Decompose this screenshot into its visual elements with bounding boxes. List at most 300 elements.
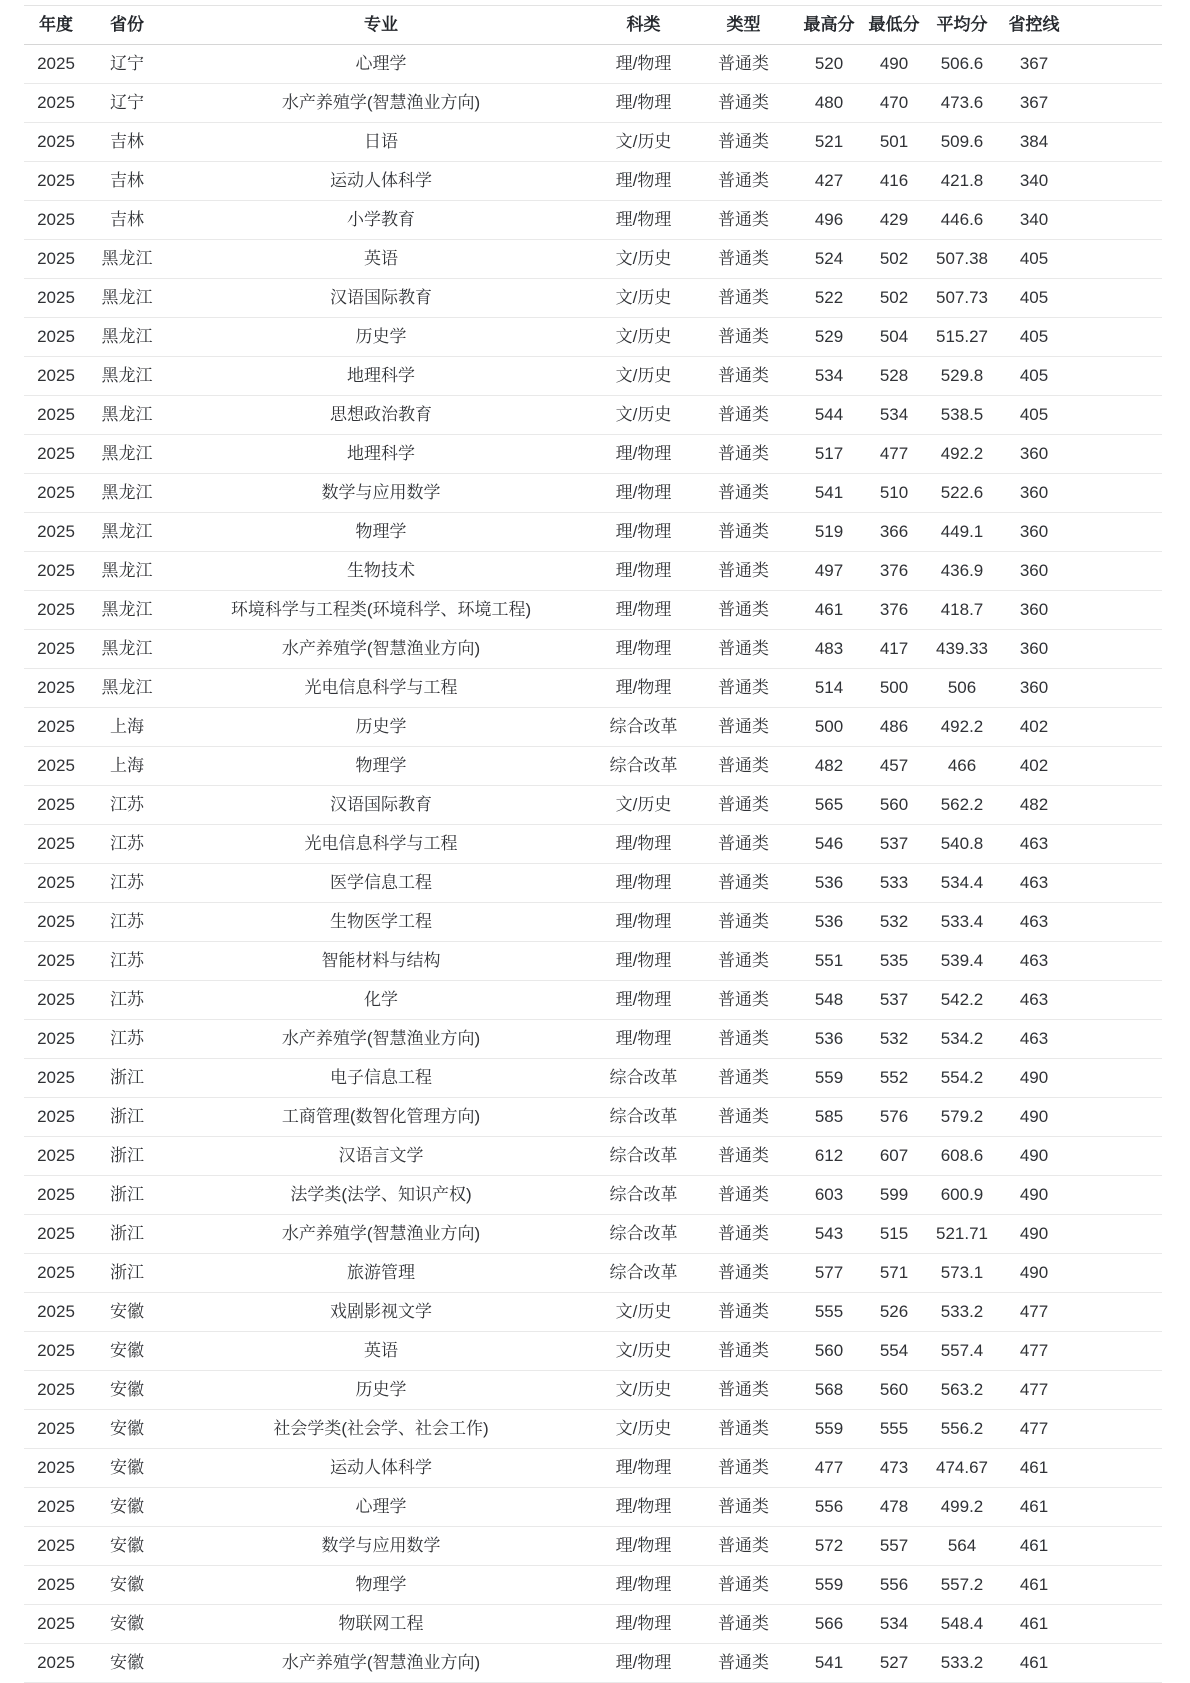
- cell-type: 普通类: [691, 591, 796, 630]
- cell-max-score: 521: [796, 123, 862, 162]
- cell-min-score: 470: [862, 84, 926, 123]
- cell-major: 水产养殖学(智慧渔业方向): [166, 84, 596, 123]
- cell-max-score: 555: [796, 1293, 862, 1332]
- cell-province-cutoff: 405: [998, 396, 1070, 435]
- cell-subject-category: 理/物理: [596, 84, 691, 123]
- admission-score-table: [24, 5, 1162, 1683]
- cell-avg-score: 534.4: [926, 864, 998, 903]
- cell-type: 普通类: [691, 708, 796, 747]
- cell-province-cutoff: 461: [998, 1488, 1070, 1527]
- cell-province-cutoff: 490: [998, 1059, 1070, 1098]
- cell-subject-category: 理/物理: [596, 435, 691, 474]
- cell-min-score: 515: [862, 1215, 926, 1254]
- cell-type: 普通类: [691, 1566, 796, 1605]
- cell-avg-score: 529.8: [926, 357, 998, 396]
- cell-year: 2025: [24, 669, 88, 708]
- cell-year: 2025: [24, 357, 88, 396]
- table-row: [24, 279, 1162, 318]
- cell-max-score: 585: [796, 1098, 862, 1137]
- cell-min-score: 510: [862, 474, 926, 513]
- cell-subject-category: 理/物理: [596, 1644, 691, 1683]
- cell-spacer: [1070, 1098, 1162, 1137]
- cell-subject-category: 综合改革: [596, 708, 691, 747]
- cell-avg-score: 449.1: [926, 513, 998, 552]
- cell-province: 吉林: [88, 162, 166, 201]
- table-row: [24, 1215, 1162, 1254]
- cell-year: 2025: [24, 1137, 88, 1176]
- cell-type: 普通类: [691, 1137, 796, 1176]
- header-cell-spacer: [1070, 6, 1162, 45]
- cell-spacer: [1070, 1644, 1162, 1683]
- cell-spacer: [1070, 1410, 1162, 1449]
- cell-min-score: 607: [862, 1137, 926, 1176]
- cell-province: 安徽: [88, 1566, 166, 1605]
- cell-province-cutoff: 360: [998, 669, 1070, 708]
- cell-year: 2025: [24, 708, 88, 747]
- cell-year: 2025: [24, 1410, 88, 1449]
- cell-avg-score: 557.4: [926, 1332, 998, 1371]
- cell-spacer: [1070, 1293, 1162, 1332]
- cell-avg-score: 506.6: [926, 45, 998, 84]
- cell-subject-category: 理/物理: [596, 45, 691, 84]
- cell-avg-score: 439.33: [926, 630, 998, 669]
- cell-year: 2025: [24, 162, 88, 201]
- cell-major: 智能材料与结构: [166, 942, 596, 981]
- cell-subject-category: 文/历史: [596, 1410, 691, 1449]
- cell-major: 环境科学与工程类(环境科学、环境工程): [166, 591, 596, 630]
- table-row: [24, 1488, 1162, 1527]
- cell-province-cutoff: 367: [998, 45, 1070, 84]
- cell-type: 普通类: [691, 1215, 796, 1254]
- cell-type: 普通类: [691, 825, 796, 864]
- table-row: [24, 747, 1162, 786]
- cell-province-cutoff: 477: [998, 1293, 1070, 1332]
- cell-max-score: 482: [796, 747, 862, 786]
- cell-province: 浙江: [88, 1254, 166, 1293]
- cell-province: 安徽: [88, 1371, 166, 1410]
- cell-major: 历史学: [166, 1371, 596, 1410]
- cell-subject-category: 理/物理: [596, 669, 691, 708]
- cell-type: 普通类: [691, 1059, 796, 1098]
- cell-max-score: 559: [796, 1059, 862, 1098]
- cell-major: 化学: [166, 981, 596, 1020]
- cell-max-score: 500: [796, 708, 862, 747]
- cell-province-cutoff: 490: [998, 1137, 1070, 1176]
- cell-min-score: 502: [862, 279, 926, 318]
- cell-min-score: 534: [862, 1605, 926, 1644]
- cell-subject-category: 综合改革: [596, 1059, 691, 1098]
- cell-province-cutoff: 360: [998, 552, 1070, 591]
- cell-spacer: [1070, 1332, 1162, 1371]
- cell-major: 汉语国际教育: [166, 279, 596, 318]
- cell-max-score: 536: [796, 864, 862, 903]
- table-row: [24, 513, 1162, 552]
- cell-max-score: 566: [796, 1605, 862, 1644]
- cell-subject-category: 理/物理: [596, 162, 691, 201]
- cell-type: 普通类: [691, 1254, 796, 1293]
- header-cell-province: 省份: [88, 6, 166, 45]
- cell-spacer: [1070, 357, 1162, 396]
- cell-max-score: 541: [796, 1644, 862, 1683]
- cell-min-score: 501: [862, 123, 926, 162]
- cell-max-score: 529: [796, 318, 862, 357]
- cell-min-score: 366: [862, 513, 926, 552]
- cell-max-score: 483: [796, 630, 862, 669]
- cell-major: 数学与应用数学: [166, 474, 596, 513]
- cell-major: 小学教育: [166, 201, 596, 240]
- cell-type: 普通类: [691, 435, 796, 474]
- cell-province-cutoff: 461: [998, 1566, 1070, 1605]
- cell-spacer: [1070, 747, 1162, 786]
- cell-province-cutoff: 360: [998, 630, 1070, 669]
- cell-spacer: [1070, 435, 1162, 474]
- cell-min-score: 490: [862, 45, 926, 84]
- cell-province: 江苏: [88, 786, 166, 825]
- cell-major: 光电信息科学与工程: [166, 669, 596, 708]
- table-row: [24, 357, 1162, 396]
- cell-major: 日语: [166, 123, 596, 162]
- cell-type: 普通类: [691, 1020, 796, 1059]
- cell-max-score: 520: [796, 45, 862, 84]
- cell-province-cutoff: 477: [998, 1410, 1070, 1449]
- cell-province: 辽宁: [88, 45, 166, 84]
- cell-province: 黑龙江: [88, 552, 166, 591]
- cell-min-score: 552: [862, 1059, 926, 1098]
- table-row: [24, 669, 1162, 708]
- cell-major: 光电信息科学与工程: [166, 825, 596, 864]
- cell-min-score: 532: [862, 903, 926, 942]
- cell-avg-score: 466: [926, 747, 998, 786]
- cell-province: 江苏: [88, 981, 166, 1020]
- table-row: [24, 162, 1162, 201]
- cell-province: 黑龙江: [88, 630, 166, 669]
- cell-year: 2025: [24, 123, 88, 162]
- table-row: [24, 1332, 1162, 1371]
- cell-spacer: [1070, 474, 1162, 513]
- cell-type: 普通类: [691, 1410, 796, 1449]
- cell-spacer: [1070, 1137, 1162, 1176]
- cell-type: 普通类: [691, 747, 796, 786]
- cell-year: 2025: [24, 1332, 88, 1371]
- cell-spacer: [1070, 708, 1162, 747]
- cell-subject-category: 理/物理: [596, 474, 691, 513]
- cell-spacer: [1070, 903, 1162, 942]
- cell-year: 2025: [24, 1254, 88, 1293]
- table-body: [24, 45, 1162, 1683]
- cell-major: 数学与应用数学: [166, 1527, 596, 1566]
- cell-major: 运动人体科学: [166, 162, 596, 201]
- cell-subject-category: 综合改革: [596, 1137, 691, 1176]
- cell-province-cutoff: 477: [998, 1332, 1070, 1371]
- table-row: [24, 630, 1162, 669]
- cell-avg-score: 507.73: [926, 279, 998, 318]
- cell-min-score: 537: [862, 981, 926, 1020]
- cell-major: 英语: [166, 240, 596, 279]
- cell-avg-score: 608.6: [926, 1137, 998, 1176]
- cell-type: 普通类: [691, 123, 796, 162]
- cell-province-cutoff: 463: [998, 864, 1070, 903]
- cell-type: 普通类: [691, 474, 796, 513]
- cell-province: 黑龙江: [88, 513, 166, 552]
- cell-province: 安徽: [88, 1644, 166, 1683]
- cell-province-cutoff: 463: [998, 942, 1070, 981]
- cell-province-cutoff: 477: [998, 1371, 1070, 1410]
- cell-province: 黑龙江: [88, 357, 166, 396]
- cell-subject-category: 综合改革: [596, 1098, 691, 1137]
- cell-year: 2025: [24, 513, 88, 552]
- cell-province: 江苏: [88, 942, 166, 981]
- table-header-row: [24, 6, 1162, 45]
- cell-subject-category: 理/物理: [596, 981, 691, 1020]
- table-row: [24, 123, 1162, 162]
- cell-province: 黑龙江: [88, 240, 166, 279]
- cell-min-score: 376: [862, 591, 926, 630]
- cell-year: 2025: [24, 318, 88, 357]
- cell-max-score: 543: [796, 1215, 862, 1254]
- cell-year: 2025: [24, 1605, 88, 1644]
- cell-max-score: 559: [796, 1566, 862, 1605]
- cell-max-score: 565: [796, 786, 862, 825]
- cell-type: 普通类: [691, 1332, 796, 1371]
- cell-max-score: 477: [796, 1449, 862, 1488]
- cell-avg-score: 533.2: [926, 1644, 998, 1683]
- cell-subject-category: 综合改革: [596, 1176, 691, 1215]
- cell-spacer: [1070, 825, 1162, 864]
- table-row: [24, 435, 1162, 474]
- header-cell-major: 专业: [166, 6, 596, 45]
- cell-avg-score: 521.71: [926, 1215, 998, 1254]
- cell-min-score: 560: [862, 786, 926, 825]
- cell-min-score: 576: [862, 1098, 926, 1137]
- cell-max-score: 524: [796, 240, 862, 279]
- table-row: [24, 1449, 1162, 1488]
- cell-avg-score: 600.9: [926, 1176, 998, 1215]
- cell-province: 浙江: [88, 1137, 166, 1176]
- cell-subject-category: 理/物理: [596, 630, 691, 669]
- cell-major: 工商管理(数智化管理方向): [166, 1098, 596, 1137]
- header-cell-type: 类型: [691, 6, 796, 45]
- cell-year: 2025: [24, 240, 88, 279]
- cell-avg-score: 539.4: [926, 942, 998, 981]
- cell-province-cutoff: 490: [998, 1176, 1070, 1215]
- cell-subject-category: 理/物理: [596, 201, 691, 240]
- cell-type: 普通类: [691, 279, 796, 318]
- cell-province-cutoff: 463: [998, 981, 1070, 1020]
- cell-subject-category: 文/历史: [596, 1332, 691, 1371]
- cell-province: 安徽: [88, 1605, 166, 1644]
- cell-min-score: 477: [862, 435, 926, 474]
- cell-spacer: [1070, 981, 1162, 1020]
- cell-type: 普通类: [691, 942, 796, 981]
- cell-province: 上海: [88, 708, 166, 747]
- cell-province: 黑龙江: [88, 396, 166, 435]
- cell-spacer: [1070, 1566, 1162, 1605]
- cell-avg-score: 515.27: [926, 318, 998, 357]
- cell-type: 普通类: [691, 1293, 796, 1332]
- cell-subject-category: 理/物理: [596, 1449, 691, 1488]
- cell-max-score: 541: [796, 474, 862, 513]
- cell-subject-category: 理/物理: [596, 942, 691, 981]
- cell-province-cutoff: 360: [998, 591, 1070, 630]
- cell-subject-category: 综合改革: [596, 747, 691, 786]
- cell-min-score: 560: [862, 1371, 926, 1410]
- table-row: [24, 1566, 1162, 1605]
- cell-spacer: [1070, 630, 1162, 669]
- table-row: [24, 708, 1162, 747]
- cell-province-cutoff: 482: [998, 786, 1070, 825]
- cell-max-score: 568: [796, 1371, 862, 1410]
- cell-avg-score: 564: [926, 1527, 998, 1566]
- cell-major: 物理学: [166, 1566, 596, 1605]
- cell-type: 普通类: [691, 240, 796, 279]
- cell-spacer: [1070, 1215, 1162, 1254]
- cell-province: 浙江: [88, 1098, 166, 1137]
- cell-min-score: 417: [862, 630, 926, 669]
- cell-subject-category: 综合改革: [596, 1215, 691, 1254]
- table-row: [24, 474, 1162, 513]
- header-cell-province-cutoff: 省控线: [998, 6, 1070, 45]
- cell-spacer: [1070, 669, 1162, 708]
- cell-spacer: [1070, 1176, 1162, 1215]
- cell-type: 普通类: [691, 45, 796, 84]
- cell-type: 普通类: [691, 630, 796, 669]
- cell-major: 生物医学工程: [166, 903, 596, 942]
- table-row: [24, 1371, 1162, 1410]
- cell-year: 2025: [24, 1176, 88, 1215]
- cell-avg-score: 507.38: [926, 240, 998, 279]
- cell-subject-category: 理/物理: [596, 591, 691, 630]
- cell-avg-score: 446.6: [926, 201, 998, 240]
- cell-spacer: [1070, 942, 1162, 981]
- cell-avg-score: 563.2: [926, 1371, 998, 1410]
- cell-spacer: [1070, 591, 1162, 630]
- cell-subject-category: 文/历史: [596, 357, 691, 396]
- cell-province-cutoff: 405: [998, 357, 1070, 396]
- cell-major: 心理学: [166, 45, 596, 84]
- cell-province: 黑龙江: [88, 669, 166, 708]
- cell-spacer: [1070, 552, 1162, 591]
- cell-type: 普通类: [691, 786, 796, 825]
- table-row: [24, 1137, 1162, 1176]
- cell-spacer: [1070, 1059, 1162, 1098]
- table-row: [24, 1059, 1162, 1098]
- cell-avg-score: 492.2: [926, 708, 998, 747]
- cell-type: 普通类: [691, 669, 796, 708]
- cell-year: 2025: [24, 825, 88, 864]
- cell-province-cutoff: 461: [998, 1527, 1070, 1566]
- cell-province: 黑龙江: [88, 279, 166, 318]
- cell-year: 2025: [24, 591, 88, 630]
- cell-province: 江苏: [88, 903, 166, 942]
- cell-min-score: 537: [862, 825, 926, 864]
- cell-province: 黑龙江: [88, 591, 166, 630]
- table-row: [24, 591, 1162, 630]
- cell-min-score: 526: [862, 1293, 926, 1332]
- cell-major: 地理科学: [166, 357, 596, 396]
- cell-province-cutoff: 405: [998, 279, 1070, 318]
- cell-major: 历史学: [166, 708, 596, 747]
- cell-avg-score: 556.2: [926, 1410, 998, 1449]
- cell-type: 普通类: [691, 162, 796, 201]
- cell-type: 普通类: [691, 1488, 796, 1527]
- cell-max-score: 544: [796, 396, 862, 435]
- cell-max-score: 480: [796, 84, 862, 123]
- cell-province: 江苏: [88, 864, 166, 903]
- cell-year: 2025: [24, 1371, 88, 1410]
- cell-subject-category: 文/历史: [596, 123, 691, 162]
- table-row: [24, 552, 1162, 591]
- header-cell-max-score: 最高分: [796, 6, 862, 45]
- cell-spacer: [1070, 45, 1162, 84]
- cell-spacer: [1070, 786, 1162, 825]
- cell-type: 普通类: [691, 981, 796, 1020]
- cell-province: 黑龙江: [88, 474, 166, 513]
- cell-province: 吉林: [88, 201, 166, 240]
- cell-spacer: [1070, 279, 1162, 318]
- cell-province: 上海: [88, 747, 166, 786]
- cell-spacer: [1070, 201, 1162, 240]
- cell-max-score: 496: [796, 201, 862, 240]
- cell-subject-category: 文/历史: [596, 396, 691, 435]
- cell-max-score: 522: [796, 279, 862, 318]
- cell-max-score: 427: [796, 162, 862, 201]
- cell-spacer: [1070, 1254, 1162, 1293]
- cell-province: 安徽: [88, 1527, 166, 1566]
- cell-year: 2025: [24, 45, 88, 84]
- table-row: [24, 825, 1162, 864]
- table-row: [24, 786, 1162, 825]
- cell-province-cutoff: 405: [998, 240, 1070, 279]
- cell-year: 2025: [24, 864, 88, 903]
- cell-avg-score: 509.6: [926, 123, 998, 162]
- cell-avg-score: 473.6: [926, 84, 998, 123]
- cell-max-score: 603: [796, 1176, 862, 1215]
- cell-type: 普通类: [691, 903, 796, 942]
- cell-min-score: 535: [862, 942, 926, 981]
- cell-major: 生物技术: [166, 552, 596, 591]
- table-row: [24, 45, 1162, 84]
- cell-avg-score: 533.4: [926, 903, 998, 942]
- table-row: [24, 240, 1162, 279]
- cell-province-cutoff: 405: [998, 318, 1070, 357]
- cell-min-score: 527: [862, 1644, 926, 1683]
- cell-min-score: 554: [862, 1332, 926, 1371]
- cell-max-score: 534: [796, 357, 862, 396]
- cell-subject-category: 文/历史: [596, 318, 691, 357]
- cell-min-score: 556: [862, 1566, 926, 1605]
- cell-year: 2025: [24, 1488, 88, 1527]
- table-row: [24, 942, 1162, 981]
- table-row: [24, 903, 1162, 942]
- cell-year: 2025: [24, 1059, 88, 1098]
- cell-min-score: 429: [862, 201, 926, 240]
- cell-year: 2025: [24, 1098, 88, 1137]
- cell-year: 2025: [24, 1644, 88, 1683]
- cell-max-score: 612: [796, 1137, 862, 1176]
- cell-year: 2025: [24, 903, 88, 942]
- cell-major: 历史学: [166, 318, 596, 357]
- cell-year: 2025: [24, 1020, 88, 1059]
- cell-province: 安徽: [88, 1332, 166, 1371]
- cell-type: 普通类: [691, 1176, 796, 1215]
- cell-province: 吉林: [88, 123, 166, 162]
- cell-year: 2025: [24, 747, 88, 786]
- cell-min-score: 599: [862, 1176, 926, 1215]
- cell-type: 普通类: [691, 513, 796, 552]
- cell-avg-score: 492.2: [926, 435, 998, 474]
- cell-spacer: [1070, 240, 1162, 279]
- table-row: [24, 1176, 1162, 1215]
